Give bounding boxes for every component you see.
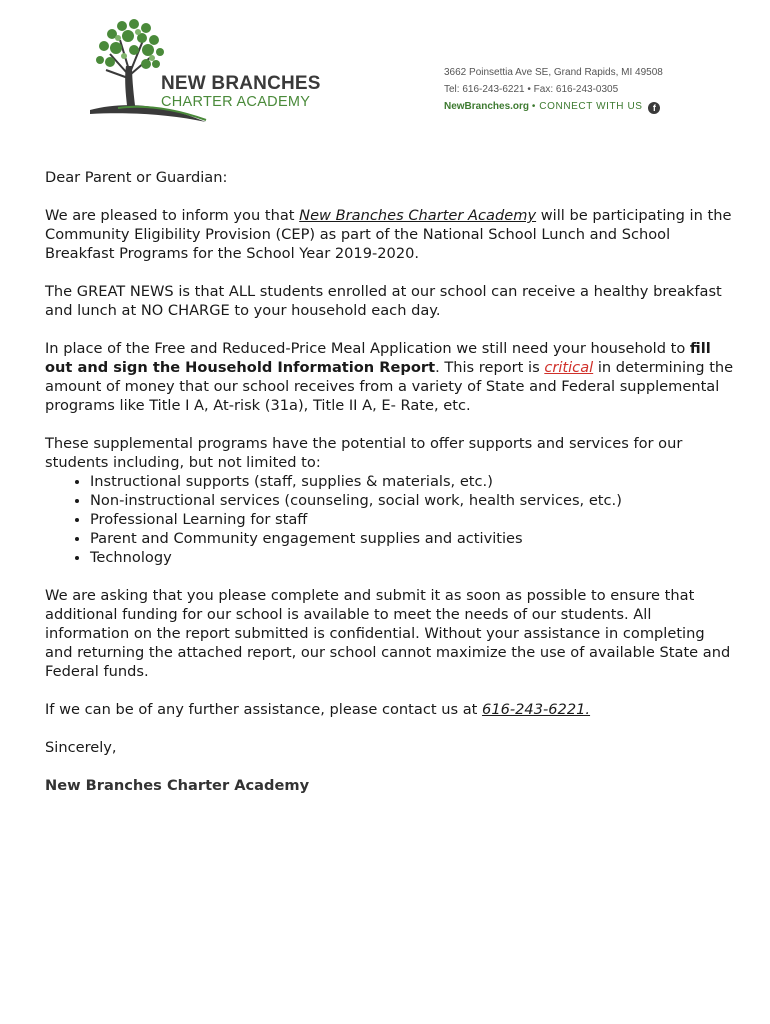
p3-text-b: . This report is [435, 359, 545, 376]
paragraph-3 [45, 339, 735, 415]
greeting: Dear Parent or Guardian: [45, 169, 228, 186]
signature: New Branches Charter Academy [45, 777, 310, 794]
closing: Sincerely, [45, 739, 117, 756]
list-item: • Instructional supports (staff, supplies & materials, etc.) [90, 472, 735, 491]
supports-list [45, 472, 735, 567]
logo-subtitle: CHARTER ACADEMY [161, 94, 311, 110]
paragraph-6 [45, 700, 735, 719]
connect-label: • CONNECT WITH US [531, 101, 643, 112]
critical-word: critical [544, 359, 594, 376]
website-link[interactable]: NewBranches.org [444, 101, 530, 112]
p3-text-c: in determining the amount of money that our school receives from a variety of State and Federal supplemental programs like Title I A, At-risk (31a), Title II A, E- Rate, etc. [45, 359, 734, 414]
letter-body [45, 168, 735, 814]
p1-text-a: We are pleased to inform you that [45, 207, 300, 224]
logo-name: NEW BRANCHES [161, 73, 321, 94]
list-item: • Professional Learning for staff [90, 510, 735, 529]
paragraph-1 [45, 206, 735, 263]
list-item: • Parent and Community engagement supplies and activities [90, 529, 735, 548]
list-item: • Technology [90, 548, 735, 567]
facebook-icon[interactable]: f [648, 102, 660, 114]
school-logo [88, 18, 328, 128]
contact-phone-link[interactable]: 616-243-6221. [482, 701, 591, 718]
list-item: • Non-instructional services (counseling, social work, health services, etc.) [90, 491, 735, 510]
school-address: 3662 Poinsettia Ave SE, Grand Rapids, MI 49508 [444, 67, 663, 78]
paragraph-2: The GREAT NEWS is that ALL students enrolled at our school can receive a healthy breakfast and lunch at NO CHARGE to your household each day. [45, 283, 722, 319]
p3-text-a: In place of the Free and Reduced-Price Meal Application we still need your household to [45, 340, 690, 357]
school-name-emphasis: New Branches Charter Academy [299, 207, 537, 224]
contact-block [444, 64, 663, 115]
paragraph-5: We are asking that you please complete and submit it as soon as possible to ensure that additional funding for our school is available to meet the needs of our students. All information on the report submitted is confidential. Without your assistance in completing and returning the attached report, our school cannot maximize the use of available State and Federal funds. [45, 587, 731, 680]
school-phone: Tel: 616-243-6221 • Fax: 616-243-0305 [444, 84, 619, 95]
p6-text-a: If we can be of any further assistance, please contact us at [45, 701, 483, 718]
p3-bold-instruction: fill out and sign the Household Information Report [45, 340, 711, 376]
paragraph-4: These supplemental programs have the potential to offer supports and services for our students including, but not limited to: [45, 435, 683, 471]
web-line [444, 98, 663, 115]
p1-text-b: will be participating in the Community Eligibility Provision (CEP) as part of the National School Lunch and School Breakfast Programs for the School Year 2019-2020. [45, 207, 732, 262]
